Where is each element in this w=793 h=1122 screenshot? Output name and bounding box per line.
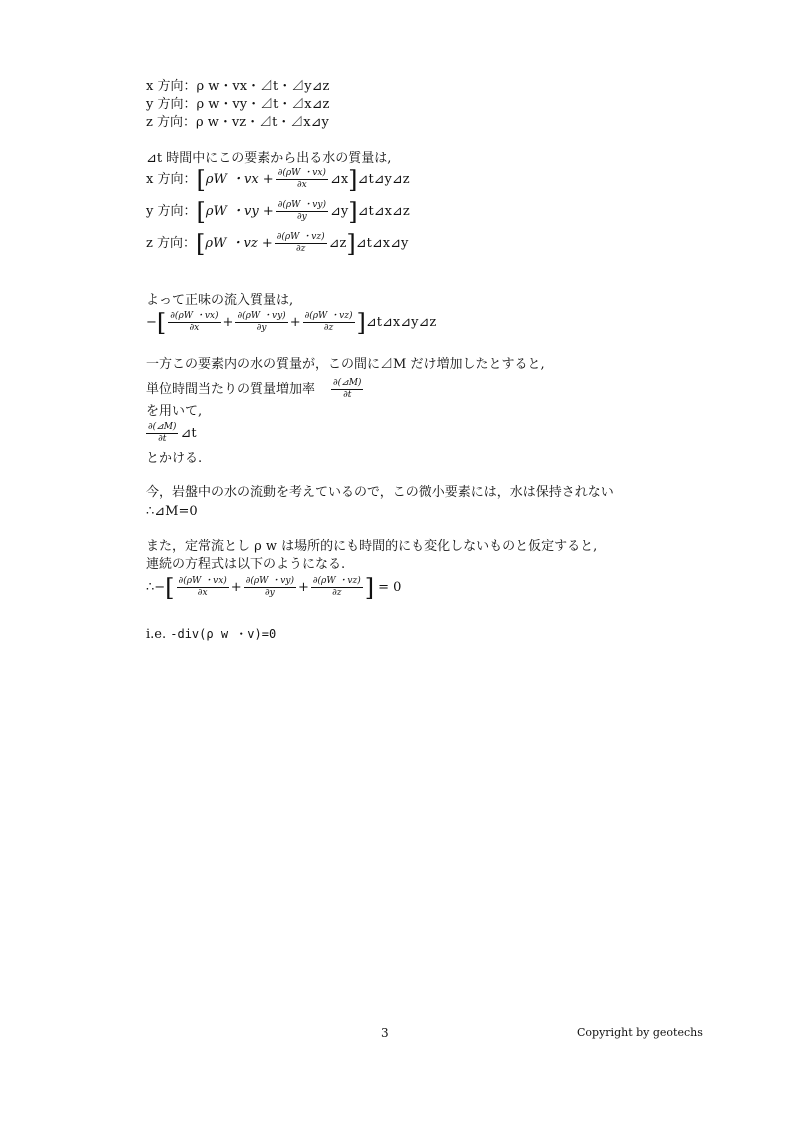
bracket-open: [ [196,165,206,194]
mass-change-line2 [146,378,365,401]
net-fraction-y [235,311,287,334]
fraction-numerator: ∂(ρW ・vy) [277,200,326,210]
cont-fraction-z [311,576,363,599]
outflow-x-inner-tail: ⊿x [329,172,349,187]
outflow-y-fraction [276,200,328,223]
fraction-denominator: ∂t [158,434,167,444]
copyright-text: Copyright by geotechs [577,1026,703,1039]
bracket-close: ] [348,197,358,226]
fraction-numerator: ∂(ρW ・vz) [312,576,361,586]
outflow-x-fraction [276,168,328,191]
outflow-z-label: z 方向： [146,236,196,251]
outflow-z-inner-tail: ⊿z [328,236,347,251]
page-number: 3 [381,1026,389,1040]
mass-change-line4: とかける. [146,451,203,466]
outflow-z-fraction [275,232,327,255]
outflow-x-equation [146,165,410,194]
steady-line1: また，定常流とし ρ w は場所的にも時間的にも変化しないものと仮定すると, [146,539,598,554]
net-inflow-equation [146,308,437,337]
fraction-numerator: ∂(ρW ・vx) [277,168,326,178]
fraction-denominator: ∂z [332,588,342,598]
bracket-open: [ [165,573,175,602]
outflow-intro: ⊿t 時間中にこの要素から出る水の質量は, [146,151,392,166]
bracket-open: [ [196,197,206,226]
bracket-open: [ [156,308,167,337]
outflow-z-outer-tail: ⊿t⊿x⊿y [355,236,409,251]
rock-line1: 今，岩盤中の水の流動を考えているので，この微小要素には，水は保持されない [146,485,614,500]
mass-rate-fraction [331,378,363,401]
outflow-x-term: ρW ・vx + [205,172,274,187]
therefore-minus: ∴− [146,580,166,595]
net-inflow-intro: よって正味の流入質量は, [146,293,294,308]
cont-fraction-y [244,576,296,599]
net-fraction-x [168,311,220,334]
fraction-numerator: ∂(ρW ・vx) [170,311,219,321]
ie-line [146,626,276,643]
outflow-z-term: ρW ・vz + [205,236,273,251]
inflow-z-line: z 方向：ρ w・vz・⊿t・⊿x⊿y [146,115,329,130]
bracket-open: [ [195,229,206,258]
mass-change-line3: を用いて, [146,404,203,419]
plus-sign: + [230,580,242,595]
fraction-numerator: ∂(⊿M) [148,422,177,432]
fraction-numerator: ∂(ρW ・vy) [245,576,294,586]
mass-expr-fraction [146,422,178,445]
inflow-y-line: y 方向：ρ w・vy・⊿t・⊿x⊿z [146,97,330,112]
outflow-y-term: ρW ・vy + [205,204,274,219]
plus-sign: + [289,315,301,330]
net-fraction-z [303,311,355,334]
fraction-denominator: ∂y [264,588,275,598]
fraction-numerator: ∂(⊿M) [333,378,362,388]
mass-rate-text: 単位時間当たりの質量増加率 [146,382,316,397]
mass-change-line1: 一方この要素内の水の質量が，この間に⊿M だけ増加したとすると, [146,357,545,372]
inflow-x-line: x 方向：ρ w・vx・⊿t・⊿y⊿z [146,79,330,94]
cont-fraction-x [177,576,229,599]
net-inflow-tail: ⊿t⊿x⊿y⊿z [365,315,437,330]
outflow-y-equation [146,197,410,226]
fraction-denominator: ∂z [295,244,306,254]
rock-line2: ∴⊿M=0 [146,504,198,519]
bracket-close: ] [356,308,366,337]
bracket-close: ] [348,165,358,194]
fraction-numerator: ∂(ρW ・vz) [276,232,325,242]
fraction-denominator: ∂x [197,588,208,598]
bracket-close: ] [364,573,375,602]
minus-sign: − [146,315,157,330]
plus-sign: + [222,315,234,330]
fraction-denominator: ∂x [189,323,200,333]
fraction-denominator: ∂y [256,323,267,333]
fraction-denominator: ∂t [343,390,352,400]
outflow-x-outer-tail: ⊿t⊿y⊿z [357,172,410,187]
outflow-y-inner-tail: ⊿y [329,204,349,219]
outflow-z-equation [146,229,409,258]
bracket-close: ] [346,229,356,258]
outflow-y-outer-tail: ⊿t⊿x⊿z [357,204,410,219]
fraction-denominator: ∂x [296,180,307,190]
mass-change-expression [146,422,197,445]
fraction-denominator: ∂y [296,212,307,222]
fraction-numerator: ∂(ρW ・vx) [178,576,227,586]
mass-expr-tail: ⊿t [180,426,197,441]
outflow-y-label: y 方向： [146,204,197,219]
outflow-x-label: x 方向： [146,172,197,187]
continuity-equation [146,573,402,602]
steady-line2: 連続の方程式は以下のようになる. [146,557,346,572]
equals-zero: = 0 [378,580,402,595]
fraction-denominator: ∂z [323,323,334,333]
ie-prefix: i.e. [146,627,171,642]
divergence-expression: -div(ρ w ・v)=0 [170,627,277,641]
fraction-numerator: ∂(ρW ・vz) [304,311,353,321]
fraction-numerator: ∂(ρW ・vy) [237,311,286,321]
plus-sign: + [297,580,309,595]
